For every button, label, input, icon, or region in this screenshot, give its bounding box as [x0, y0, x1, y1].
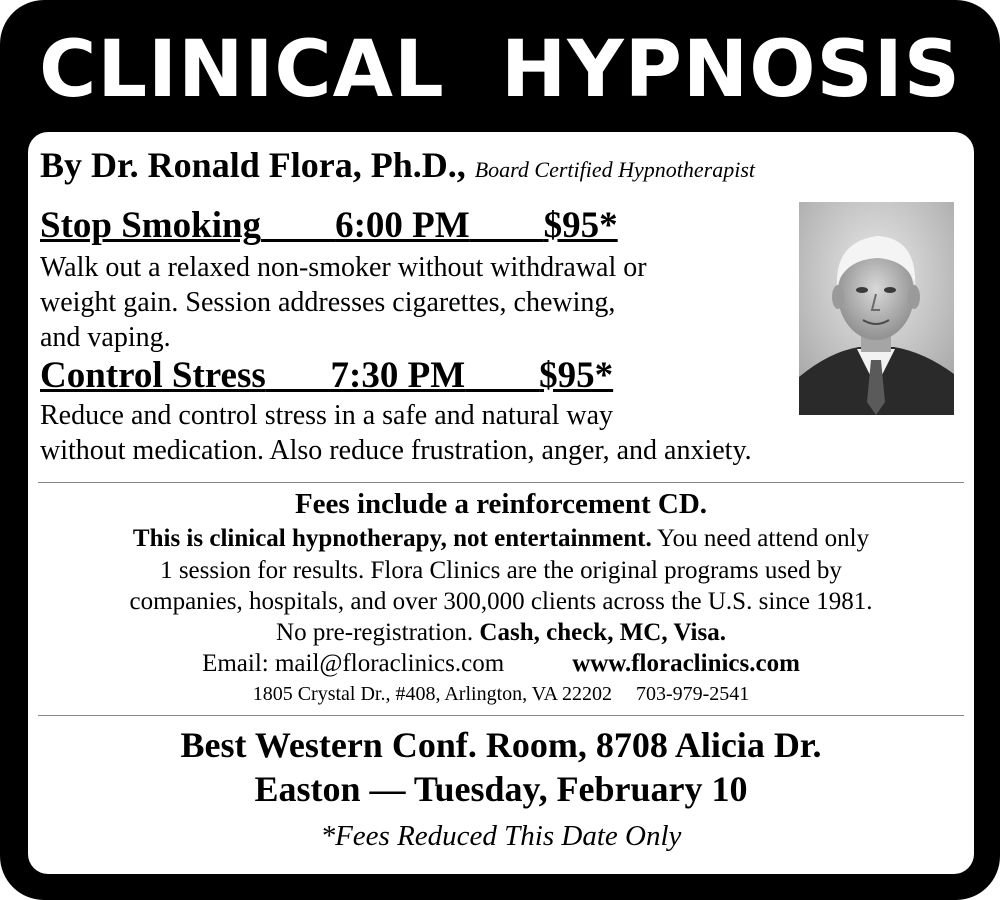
session-name: Control Stress: [40, 355, 266, 396]
divider: [38, 715, 964, 716]
venue-date: Easton — Tuesday, February 10: [254, 769, 748, 809]
ad-title: CLINICAL HYPNOSIS: [39, 25, 961, 115]
clinical-note-rest: You need attend only: [657, 525, 870, 552]
session-time: 6:00 PM: [335, 205, 470, 246]
session-time: 7:30 PM: [330, 355, 466, 396]
doctor-name: By Dr. Ronald Flora, Ph.D.,: [40, 145, 466, 185]
contact-line: [28, 650, 974, 678]
phone-number: 703-979-2541: [635, 683, 750, 705]
description-line: weight gain. Session addresses cigarettes, chewing,: [40, 287, 616, 318]
doctor-credential: Board Certified Hypnotherapist: [474, 157, 755, 182]
ad-panel: [28, 132, 974, 874]
results-line: 1 session for results. Flora Clinics are the original programs used by: [160, 557, 842, 584]
description-line: without medication. Also reduce frustration, anger, and anxiety.: [40, 435, 752, 466]
fees-note: Fees include a reinforcement CD.: [294, 488, 708, 520]
payment-methods: Cash, check, MC, Visa.: [479, 619, 726, 646]
description-line: Reduce and control stress in a safe and natural way: [40, 400, 614, 431]
address: 1805 Crystal Dr., #408, Arlington, VA 22202: [252, 683, 612, 705]
clinical-note-bold: This is clinical hypnotherapy, not entertainment.: [132, 525, 652, 552]
description-line: and vaping.: [40, 322, 171, 353]
registration-line: [28, 619, 974, 647]
email-link[interactable]: Email: mail@floraclinics.com: [202, 650, 505, 677]
session-heading-stop-smoking: [40, 204, 618, 247]
session-price: $95*: [543, 205, 618, 246]
description-line: Walk out a relaxed non-smoker without withdrawal or: [40, 252, 647, 283]
website-link[interactable]: www.floraclinics.com: [572, 650, 800, 677]
clinical-note: [28, 525, 974, 553]
divider: [38, 482, 964, 483]
session-description-control-stress: [40, 398, 752, 468]
session-heading-control-stress: [40, 354, 613, 397]
session-name: Stop Smoking: [40, 205, 262, 246]
portrait-image: [799, 202, 954, 415]
session-description-stop-smoking: [40, 250, 647, 355]
venue-location: Best Western Conf. Room, 8708 Alicia Dr.: [180, 725, 822, 765]
byline: [40, 144, 755, 186]
session-price: $95*: [539, 355, 614, 396]
prereg-text: No pre-registration.: [276, 619, 474, 646]
address-line: [28, 683, 974, 706]
history-line: companies, hospitals, and over 300,000 clients across the U.S. since 1981.: [129, 588, 873, 615]
fee-reduction-note: *Fees Reduced This Date Only: [320, 820, 682, 852]
doctor-photo: [799, 202, 954, 415]
